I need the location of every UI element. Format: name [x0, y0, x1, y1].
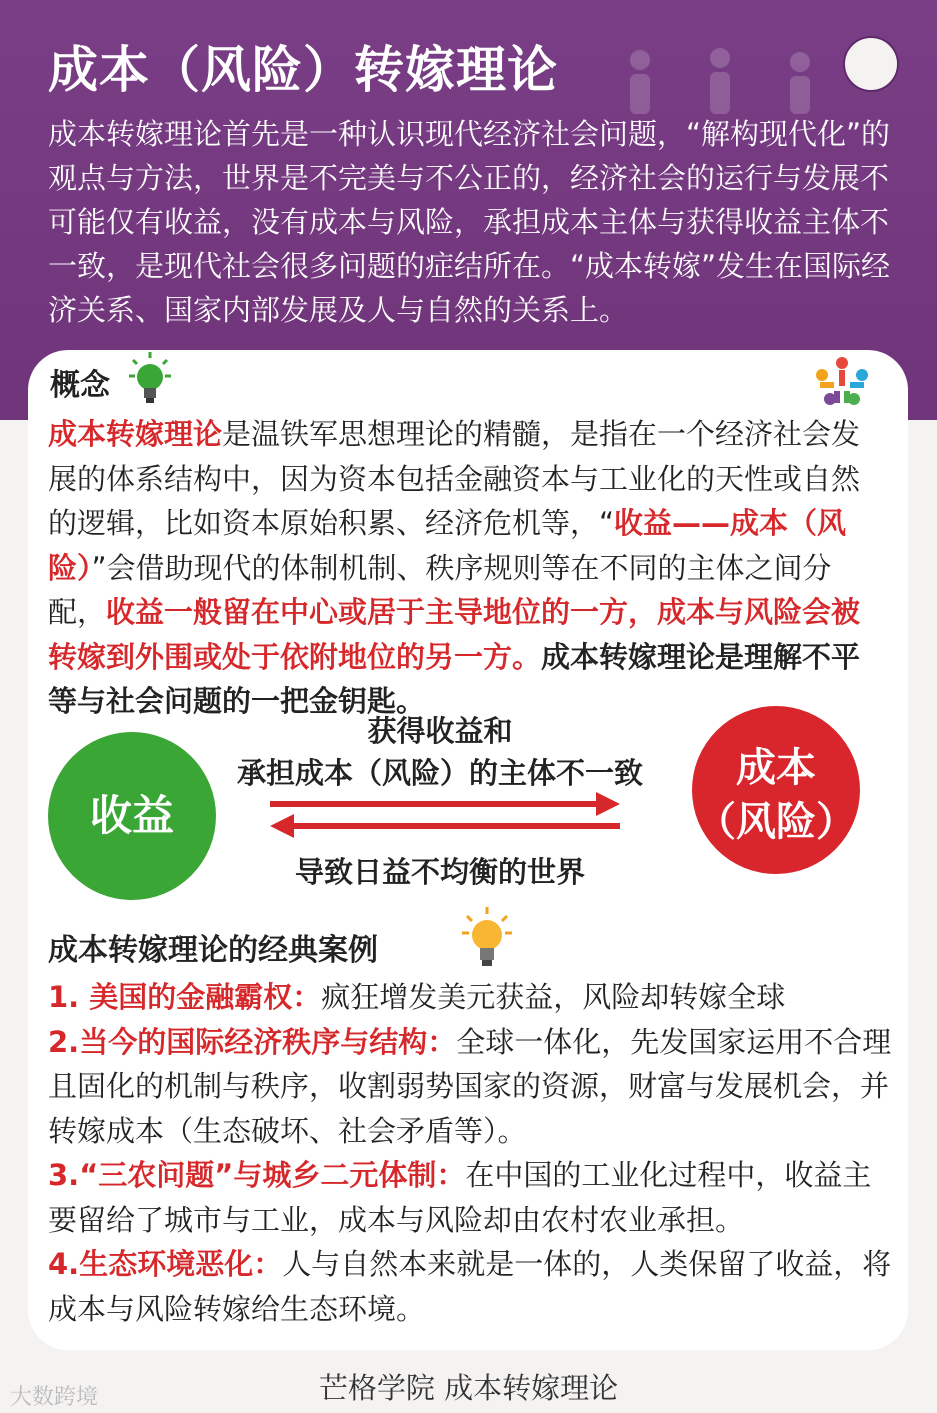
case-text: 人与自然本来就是一体的，人类保留了收益，将成本与风险转嫁给生态环境。 [48, 1247, 892, 1326]
lightbulb-icon [127, 350, 173, 408]
arrow-caption-top [210, 710, 670, 794]
list-item [48, 975, 893, 1020]
arrow-caption-bottom: 导致日益不均衡的世界 [294, 855, 585, 889]
decorative-figures-icon [610, 40, 840, 120]
list-item [48, 1153, 893, 1242]
watermark: 大数跨境 [10, 1385, 99, 1410]
benefit-circle: 收益 [48, 732, 216, 900]
cases-heading: 成本转嫁理论的经典案例 [48, 933, 378, 968]
case-text: 在中国的工业化过程中，收益主要留给了城市与工业，成本与风险却由农村农业承担。 [48, 1158, 872, 1237]
cases-list [48, 975, 893, 1331]
double-arrow-icon [270, 790, 620, 840]
case-label: 1. 美国的金融霸权： [48, 980, 322, 1014]
cost-label: 成本 [736, 745, 816, 791]
case-text: 全球一体化，先发国家运用不合理且固化的机制与秩序，收割弱势国家的资源，财富与发展机会，并转嫁成本（生态破坏、社会矛盾等）。 [48, 1024, 892, 1148]
footer-caption: 芒格学院 成本转嫁理论 [318, 1371, 619, 1405]
card-hole [843, 36, 899, 92]
concept-red2: 收益一般留在中心或居于主导地位的一方，成本与风险会被转嫁到外围或处于依附地位的另一方。 [48, 595, 861, 674]
concept-conclusion: 成本转嫁理论是理解不平等与社会问题的一把金钥匙。 [48, 639, 861, 718]
concept-part2: ”会借助现代的体制机制、秩序规则等在不同的主体之间分配， [48, 550, 832, 629]
cost-risk-circle [692, 706, 860, 874]
intro-paragraph: 成本转嫁理论首先是一种认识现代经济社会问题，“解构现代化”的观点与方法，世界是不完美与不公正的，经济社会的运行与发展不可能仅有收益，没有成本与风险，承担成本主体与获得收益主体不一致，是现代社会很多问题的症结所在。“成本转嫁”发生在国际经济关系、国家内部发展及人与自然的关系上。 [48, 117, 891, 327]
concept-red1: 收益——成本（风险） [48, 506, 847, 585]
lightbulb-icon [460, 905, 514, 971]
arrow-caption-line1: 获得收益和 [367, 714, 513, 748]
concept-paragraph [48, 412, 886, 724]
risk-label: （风险） [696, 799, 856, 845]
case-label: 4.生态环境恶化： [48, 1247, 283, 1281]
page-title: 成本（风险）转嫁理论 [48, 41, 558, 99]
arrow-caption-line2: 承担成本（风险）的主体不一致 [236, 756, 643, 790]
list-item [48, 1020, 893, 1154]
concept-part1: 是温铁军思想理论的精髓，是指在一个经济社会发展的体系结构中，因为资本包括金融资本与工业化的天性或自然的逻辑，比如资本原始积累、经济危机等，“ [48, 417, 861, 540]
concept-term: 成本转嫁理论 [48, 417, 223, 451]
concept-heading: 概念 [50, 368, 110, 403]
case-text: 疯狂增发美元获益，风险却转嫁全球 [321, 980, 786, 1014]
list-item [48, 1242, 893, 1331]
people-logo-icon [812, 355, 872, 407]
case-label: 3.“三农问题”与城乡二元体制： [48, 1158, 466, 1192]
case-label: 2.当今的国际经济秩序与结构： [48, 1024, 457, 1059]
